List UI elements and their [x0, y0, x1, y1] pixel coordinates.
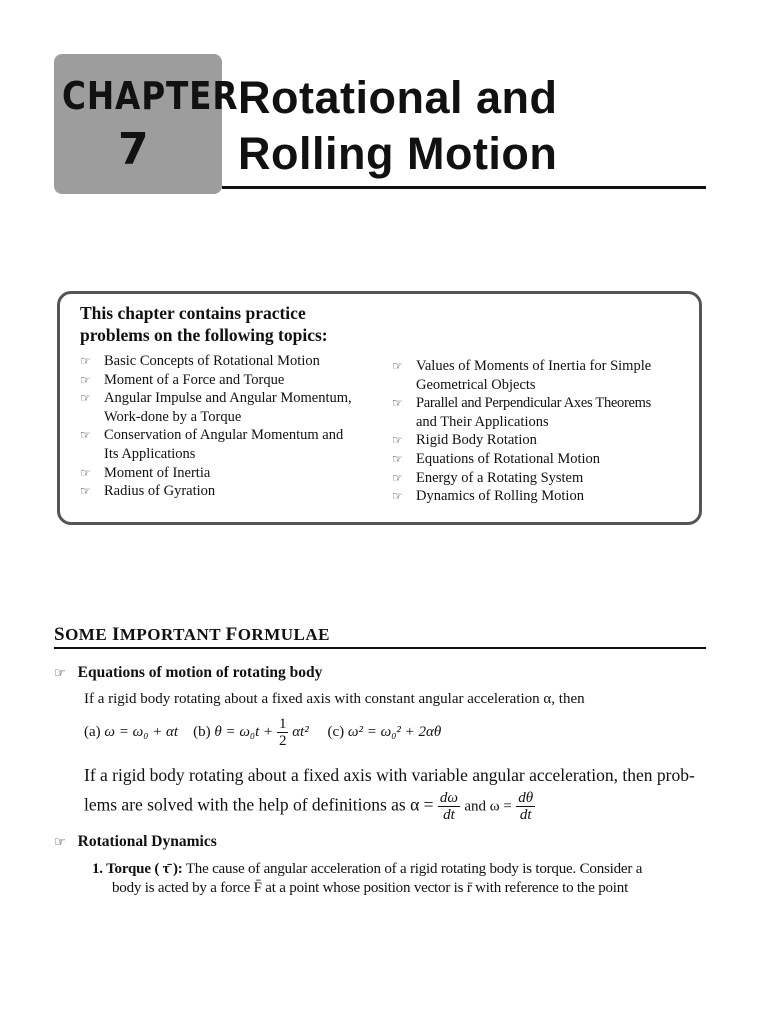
eq-c: ω² = ω₀² + 2αθ [347, 723, 442, 740]
topics-heading-line2: problems on the following topics: [80, 325, 328, 345]
topic-text: Equations of Rotational Motion [416, 450, 601, 467]
eq-a: ω = ω₀ + αt [104, 723, 179, 740]
dynamics-heading [54, 833, 217, 851]
pointing-hand-icon: ☞ [392, 451, 403, 466]
topic-text: Values of Moments of Inertia for Simple [416, 358, 652, 374]
heading-part: ORMULAE [237, 625, 330, 644]
topic-text: Radius of Gyration [104, 483, 216, 500]
chapter-label: CHAPTER [62, 74, 239, 118]
eq-b-fraction [277, 716, 289, 749]
pointing-hand-icon: ☞ [392, 396, 403, 411]
chapter-number: 7 [118, 124, 149, 175]
frac-den: dt [519, 807, 532, 823]
topics-heading [80, 302, 328, 346]
topic-text: and Their Applications [416, 413, 549, 430]
chapter-title-line1: Rotational and [238, 72, 558, 123]
fraction-d-theta-dt [516, 790, 535, 823]
topic-text: Its Applications [104, 445, 196, 462]
list-item [392, 487, 692, 506]
pointing-hand-icon: ☞ [392, 359, 403, 373]
list-item [80, 426, 390, 445]
list-item [80, 389, 390, 408]
variable-line2 [84, 790, 535, 823]
and-omega-text: and ω = [464, 798, 512, 815]
list-item [392, 450, 692, 469]
list-item [392, 431, 692, 450]
section-heading [54, 624, 330, 646]
topics-heading-line1: This chapter contains practice [80, 303, 306, 323]
topic-text: Angular Impulse and Angular Momentum, [104, 390, 352, 407]
topic-text: Parallel and Perpendicular Axes Theorems [416, 395, 651, 412]
pointing-hand-icon: ☞ [80, 428, 91, 443]
topic-text: Geometrical Objects [416, 376, 536, 393]
topic-text: Dynamics of Rolling Motion [416, 488, 584, 505]
list-item-continued [80, 408, 390, 427]
list-item-continued [392, 376, 692, 395]
pointing-hand-icon: ☞ [80, 484, 91, 499]
topics-right-list [392, 357, 692, 506]
topic-text: Moment of a Force and Torque [104, 371, 285, 388]
list-item-continued [392, 413, 692, 432]
equation-row [84, 716, 441, 749]
topic-text: Energy of a Rotating System [416, 469, 584, 486]
eq-b-right: αt² [292, 723, 309, 740]
topic-text: Moment of Inertia [104, 464, 211, 481]
eq-b-den: 2 [278, 733, 287, 749]
heading-cap-i: I [111, 624, 120, 645]
heading-part: MPORTANT [119, 625, 226, 644]
torque-line2: body is acted by a force F̄ at a point whose position vector is r̄ with reference to the point [112, 880, 629, 896]
list-item [392, 357, 692, 376]
pointing-hand-icon: ☞ [80, 354, 91, 368]
heading-part: OME [65, 625, 112, 644]
pointing-hand-icon: ☞ [80, 391, 91, 406]
list-item-continued [80, 445, 390, 464]
topic-text: Rigid Body Rotation [416, 432, 537, 449]
eq-b-left: θ = ω₀t + [214, 723, 274, 740]
torque-label: 1. Torque ( τ̄ ): [92, 861, 183, 877]
list-item [80, 482, 390, 501]
list-item [80, 464, 390, 483]
list-item [80, 352, 390, 371]
pointing-hand-icon: ☞ [392, 433, 403, 448]
list-item [392, 469, 692, 488]
chapter-title-line2: Rolling Motion [238, 128, 558, 179]
topic-text: Basic Concepts of Rotational Motion [104, 353, 320, 369]
pointing-hand-icon: ☞ [80, 372, 91, 387]
pointing-hand-icon: ☞ [54, 666, 66, 681]
topics-left-list [80, 352, 390, 501]
fraction-d-omega-dt [438, 790, 460, 823]
title-underline [222, 186, 706, 189]
pointing-hand-icon: ☞ [54, 835, 66, 850]
eq-a-label: (a) [84, 723, 101, 740]
heading-cap-f: F [225, 624, 238, 645]
variable-line1: If a rigid body rotating about a fixed axis with variable angular acceleration, then prob- [84, 765, 695, 785]
eq-heading-text: Equations of motion of rotating body [77, 664, 323, 681]
eq-b-label: (b) [193, 723, 211, 740]
pointing-hand-icon: ☞ [392, 470, 403, 485]
eq-intro: If a rigid body rotating about a fixed axis with constant angular acceleration α, then [84, 691, 585, 707]
frac-num: dω [439, 790, 458, 806]
frac-num: dθ [518, 790, 534, 806]
eq-c-label: (c) [327, 723, 345, 740]
variable-line2-text: lems are solved with the help of definitions as α = [84, 794, 434, 815]
topic-text: Work-done by a Torque [104, 408, 242, 425]
topic-text: Conservation of Angular Momentum and [104, 427, 344, 444]
dynamics-heading-text: Rotational Dynamics [77, 833, 217, 850]
torque-text: The cause of angular acceleration of a rigid rotating body is torque. Consider a [185, 861, 643, 877]
frac-den: dt [443, 807, 455, 823]
pointing-hand-icon: ☞ [80, 465, 91, 480]
list-item [392, 394, 692, 413]
torque-line1 [92, 859, 642, 879]
pointing-hand-icon: ☞ [392, 489, 403, 504]
list-item [80, 371, 390, 390]
eq-b-num: 1 [278, 716, 287, 732]
eq-heading [54, 664, 322, 682]
section-rule [54, 647, 706, 649]
heading-cap-s: S [54, 624, 66, 645]
